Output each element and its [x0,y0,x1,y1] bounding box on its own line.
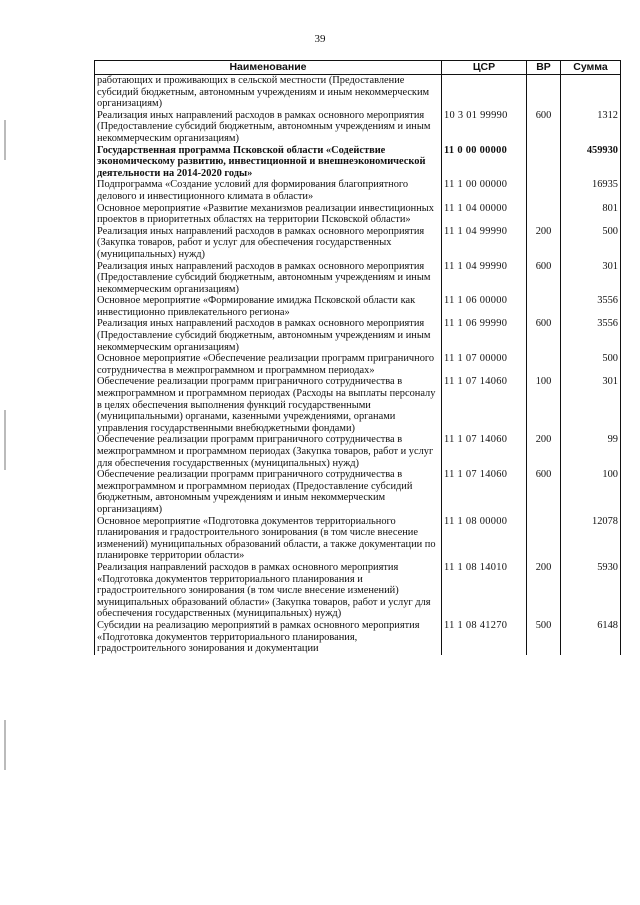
row-csr-cell [442,75,527,110]
row-name-cell: Обеспечение реализации программ приграничного сотрудничества в межпрограммном и программном периодах (Закупка товаров, работ и услуг для обеспечения государственных (муниципальных) нужд) [95,434,442,469]
row-sum-cell: 16935 [561,179,621,202]
budget-table [94,60,621,655]
row-csr-cell: 11 1 00 00000 [442,179,527,202]
row-sum-cell: 3556 [561,295,621,318]
row-csr-cell: 11 1 08 41270 [442,620,527,655]
row-csr-cell: 11 1 04 99990 [442,226,527,261]
table-row [95,469,621,515]
row-name-cell: Основное мероприятие «Развитие механизмов реализации инвестиционных проектов в приоритетных областях на территории Псковской области» [95,203,442,226]
table-row [95,179,621,202]
row-vr-cell [527,145,561,180]
table-body [95,75,621,655]
header-sum: Сумма [561,61,621,75]
table-row [95,295,621,318]
row-vr-cell [527,353,561,376]
row-vr-cell: 600 [527,110,561,145]
row-csr-cell: 11 0 00 00000 [442,145,527,180]
row-vr-cell: 600 [527,318,561,353]
row-sum-cell [561,75,621,110]
row-name-cell: Субсидии на реализацию мероприятий в рамках основного мероприятия «Подготовка документов территориального планирования, градостроительного зонирования и документации [95,620,442,655]
scan-edge-mark [4,410,6,470]
row-name-cell: Обеспечение реализации программ приграничного сотрудничества в межпрограммном и программном периодах (Предоставление субсидий бюджетным, автономным учреждениям и иным некоммерческим организациям) [95,469,442,515]
row-name-cell: Реализация иных направлений расходов в рамках основного мероприятия (Предоставление субсидий бюджетным, автономным учреждениям и иным некоммерческим организациям) [95,110,442,145]
table-header-row [95,61,621,75]
row-sum-cell: 459930 [561,145,621,180]
row-sum-cell: 99 [561,434,621,469]
table-row [95,434,621,469]
scan-edge-mark [4,720,6,770]
row-vr-cell: 200 [527,434,561,469]
row-sum-cell: 301 [561,376,621,434]
row-csr-cell: 10 3 01 99990 [442,110,527,145]
row-name-cell: Обеспечение реализации программ приграничного сотрудничества в межпрограммном и программном периодах (Расходы на выплаты персоналу в целях обеспечения выполнения функций государственными (муниципальными) органами, казенными учреждениями, органами управления государственными внебюджетными фондами) [95,376,442,434]
row-name-cell: Основное мероприятие «Формирование имиджа Псковской области как инвестиционно привлекательного региона» [95,295,442,318]
row-name-cell: работающих и проживающих в сельской местности (Предоставление субсидий бюджетным, автономным учреждениям и иным некоммерческим организациям) [95,75,442,110]
row-vr-cell: 600 [527,469,561,515]
table-row [95,145,621,180]
row-csr-cell: 11 1 07 14060 [442,376,527,434]
row-name-cell: Реализация иных направлений расходов в рамках основного мероприятия (Закупка товаров, работ и услуг для обеспечения государственных (муниципальных) нужд) [95,226,442,261]
row-vr-cell [527,203,561,226]
row-vr-cell: 500 [527,620,561,655]
page-number: 39 [314,33,326,45]
row-name-cell: Основное мероприятие «Обеспечение реализации программ приграничного сотрудничества в межпрограммном и программном периодах» [95,353,442,376]
row-csr-cell: 11 1 07 00000 [442,353,527,376]
row-vr-cell: 100 [527,376,561,434]
table-row [95,516,621,562]
table-row [95,318,621,353]
scan-edge-mark [4,120,6,160]
row-csr-cell: 11 1 07 14060 [442,434,527,469]
row-sum-cell: 3556 [561,318,621,353]
row-name-cell: Подпрограмма «Создание условий для формирования благоприятного делового и инвестиционного климата в области» [95,179,442,202]
row-vr-cell: 600 [527,261,561,296]
row-name-cell: Основное мероприятие «Подготовка документов территориального планирования и градостроительного зонирования (в том числе внесение изменений) муниципальных образований области, а также документации по планировке территории области» [95,516,442,562]
header-csr: ЦСР [442,61,527,75]
row-sum-cell: 301 [561,261,621,296]
row-csr-cell: 11 1 04 00000 [442,203,527,226]
row-name-cell: Реализация иных направлений расходов в рамках основного мероприятия (Предоставление субсидий бюджетным, автономным учреждениям и иным некоммерческим организациям) [95,318,442,353]
table-row [95,261,621,296]
table-row [95,353,621,376]
row-sum-cell: 500 [561,226,621,261]
row-sum-cell: 6148 [561,620,621,655]
row-name-cell: Реализация направлений расходов в рамках основного мероприятия «Подготовка документов территориального планирования и градостроительного зонирования (в том числе внесение изменений) муниципальных образований области» (Закупка товаров, работ и услуг для обеспечения государственных (муниципальных) нужд) [95,562,442,620]
row-vr-cell [527,295,561,318]
table-row [95,75,621,110]
row-vr-cell [527,516,561,562]
row-sum-cell: 100 [561,469,621,515]
table-row [95,226,621,261]
row-name-cell: Государственная программа Псковской области «Содействие экономическому развитию, инвестиционной и внешнеэкономической деятельности на 2014-2020 годы» [95,145,442,180]
row-csr-cell: 11 1 06 00000 [442,295,527,318]
table-row [95,562,621,620]
header-name: Наименование [95,61,442,75]
row-csr-cell: 11 1 07 14060 [442,469,527,515]
row-sum-cell: 5930 [561,562,621,620]
table-row [95,203,621,226]
row-sum-cell: 12078 [561,516,621,562]
row-vr-cell: 200 [527,226,561,261]
row-csr-cell: 11 1 04 99990 [442,261,527,296]
row-csr-cell: 11 1 08 14010 [442,562,527,620]
row-csr-cell: 11 1 06 99990 [442,318,527,353]
row-csr-cell: 11 1 08 00000 [442,516,527,562]
row-sum-cell: 500 [561,353,621,376]
table-row [95,376,621,434]
row-vr-cell [527,75,561,110]
row-sum-cell: 801 [561,203,621,226]
row-name-cell: Реализация иных направлений расходов в рамках основного мероприятия (Предоставление субсидий бюджетным, автономным учреждениям и иным некоммерческим организациям) [95,261,442,296]
table-row [95,620,621,655]
header-vr: ВР [527,61,561,75]
row-vr-cell [527,179,561,202]
row-vr-cell: 200 [527,562,561,620]
table-row [95,110,621,145]
row-sum-cell: 1312 [561,110,621,145]
